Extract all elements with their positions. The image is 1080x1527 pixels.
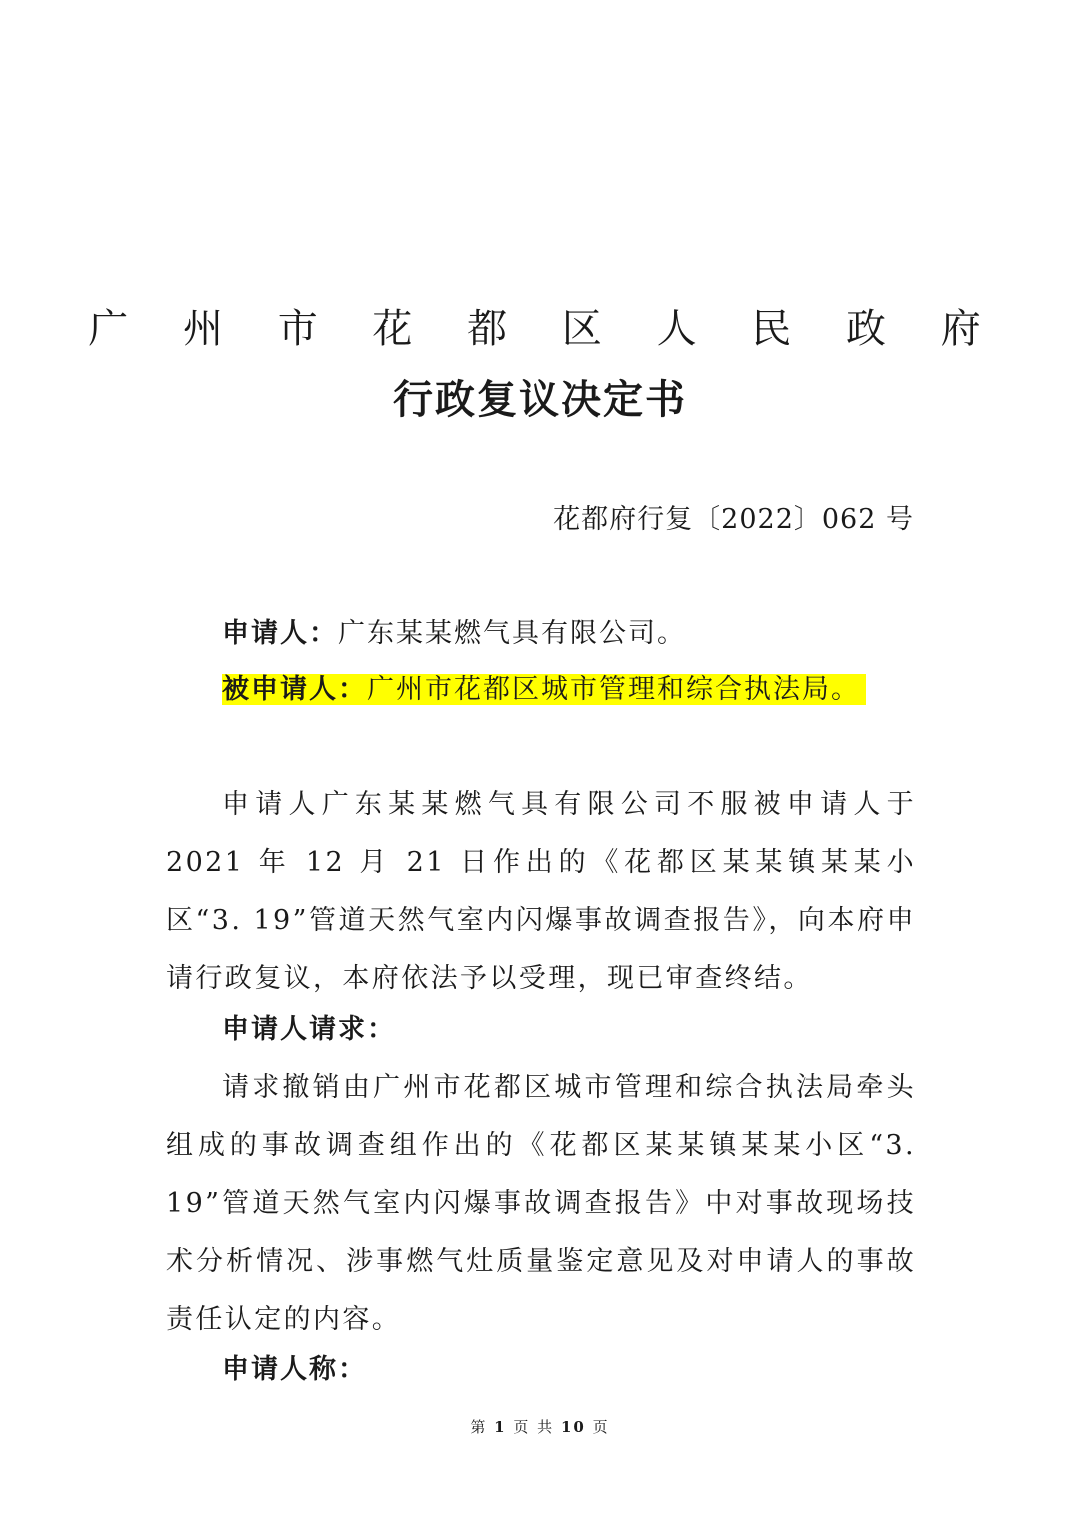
page-current: 1 <box>494 1418 507 1436</box>
applicant-value: 广东某某燃气具有限公司。 <box>338 618 686 649</box>
page-suffix: 页 <box>592 1418 610 1436</box>
document-title: 行政复议决定书 <box>393 376 687 423</box>
respondent-highlight <box>222 674 866 705</box>
respondent-label: 被申请人： <box>222 674 367 705</box>
intro-paragraph: 申请人广东某某燃气具有限公司不服被申请人于 2021 年 12 月 21 日作出的《花都区某某镇某某小区“3. 19”管道天然气室内闪爆事故调查报告》，向本府申请行政复议，本府依法予以受理，现已审查终结。 <box>166 789 916 994</box>
page-number-footer <box>0 1415 1080 1439</box>
request-paragraph: 请求撤销由广州市花都区城市管理和综合执法局牵头组成的事故调查组作出的《花都区某某镇某某小区“3. 19”管道天然气室内闪爆事故调查报告》中对事故现场技术分析情况、涉事燃气灶质量鉴定意见及对申请人的事故责任认定的内容。 <box>166 1072 916 1335</box>
applicant-label: 申请人： <box>222 618 338 649</box>
respondent-value: 广州市花都区城市管理和综合执法局。 <box>367 674 860 705</box>
respondent-line <box>222 668 866 712</box>
request-heading: 申请人请求： <box>222 1014 396 1045</box>
claim-heading: 申请人称： <box>222 1354 367 1385</box>
page-middle: 页 共 <box>513 1418 555 1436</box>
page-total: 10 <box>560 1418 586 1436</box>
issuing-authority-title: 广 州 市 花 都 区 人 民 政 府 <box>88 306 1002 352</box>
document-number: 花都府行复〔2022〕062 号 <box>553 504 914 535</box>
applicant-line <box>222 612 686 656</box>
page-prefix: 第 <box>470 1418 488 1436</box>
